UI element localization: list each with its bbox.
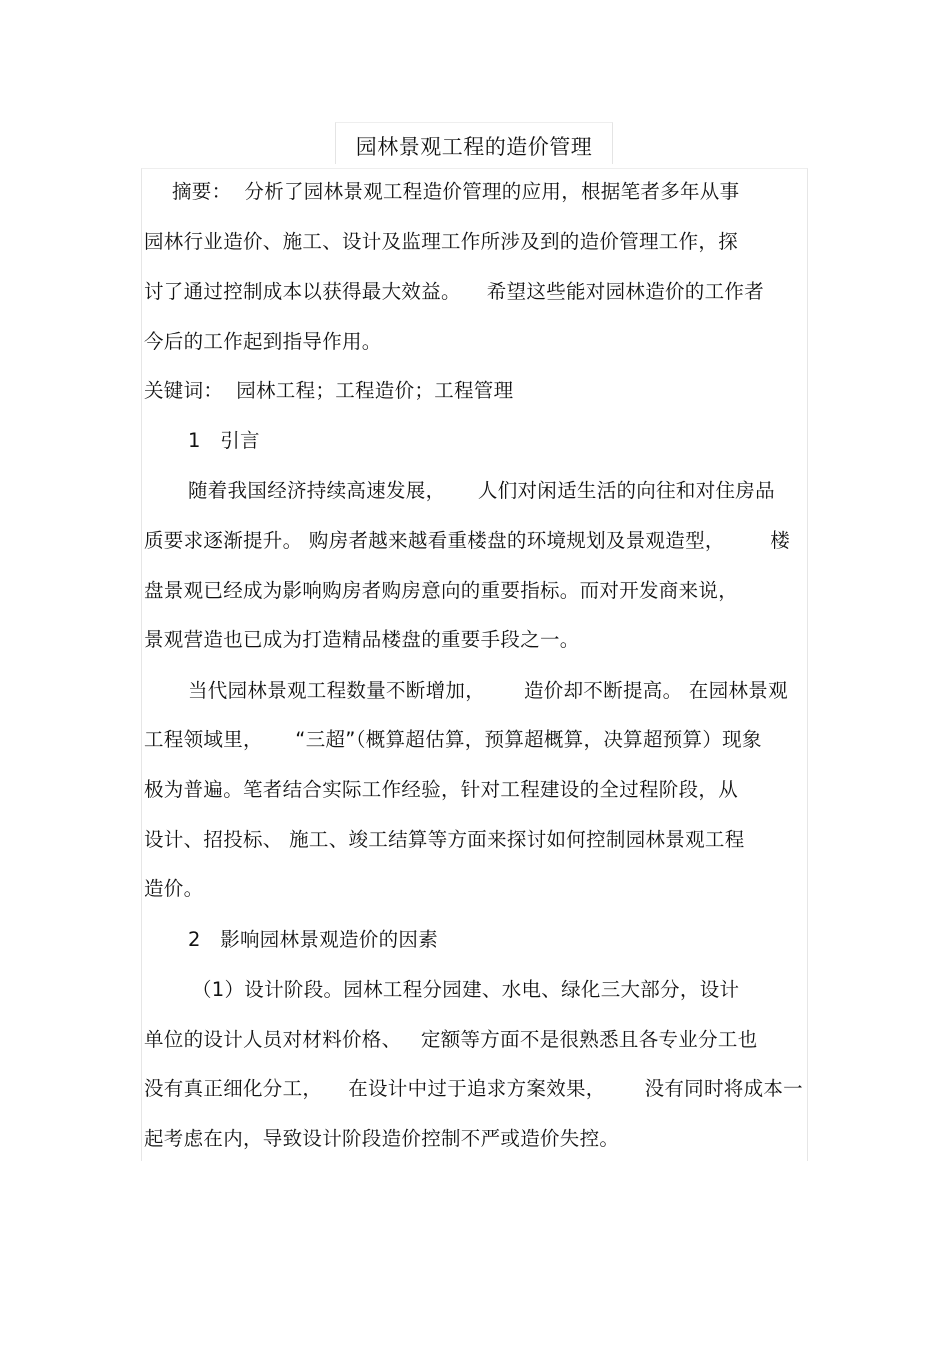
title-box (335, 122, 613, 164)
paragraph-line: 造价。 (144, 877, 204, 900)
abstract-line-2: 园林行业造价、施工、设计及监理工作所涉及到的造价管理工作，探 (144, 230, 739, 253)
paragraph-line: 当代园林景观工程数量不断增加， 造价却不断提高。 在园林景观 (188, 679, 788, 702)
paragraph-line: 起考虑在内，导致设计阶段造价控制不严或造价失控。 (144, 1127, 620, 1150)
paragraph-line: 极为普遍。笔者结合实际工作经验，针对工程建设的全过程阶段，从 (144, 778, 739, 801)
abstract-line-3: 讨了通过控制成本以获得最大效益。 希望这些能对园林造价的工作者 (144, 280, 764, 303)
paragraph-line: 单位的设计人员对材料价格、 定额等方面不是很熟悉且各专业分工也 (144, 1028, 758, 1051)
paragraph-line: 没有真正细化分工， 在设计中过于追求方案效果， 没有同时将成本一 (144, 1077, 803, 1100)
paragraph-line: 质要求逐渐提升。 购房者越来越看重楼盘的环境规划及景观造型， 楼 (144, 529, 790, 552)
body-frame (141, 168, 808, 1161)
paragraph-line: 设计、招投标、 施工、竣工结算等方面来探讨如何控制园林景观工程 (144, 828, 745, 851)
section-heading-2: 2 影响园林景观造价的因素 (188, 928, 439, 951)
abstract-line-4: 今后的工作起到指导作用。 (144, 330, 382, 353)
abstract-line-1: 摘要： 分析了园林景观工程造价管理的应用，根据笔者多年从事 (172, 180, 740, 203)
paragraph-line: 盘景观已经成为影响购房者购房意向的重要指标。而对开发商来说， (144, 579, 739, 602)
paragraph-line: （1）设计阶段。园林工程分园建、水电、绿化三大部分，设计 (192, 978, 740, 1001)
paragraph-line: 工程领域里， “三超”（概算超估算，预算超概算，决算超预算）现象 (144, 728, 762, 751)
keywords-line: 关键词： 园林工程；工程造价；工程管理 (144, 379, 514, 402)
document-title: 园林景观工程的造价管理 (355, 135, 593, 159)
paragraph-line: 景观营造也已成为打造精品楼盘的重要手段之一。 (144, 628, 580, 651)
paragraph-line: 随着我国经济持续高速发展， 人们对闲适生活的向往和对住房品 (188, 479, 775, 502)
section-heading-1: 1 引言 (188, 429, 260, 452)
